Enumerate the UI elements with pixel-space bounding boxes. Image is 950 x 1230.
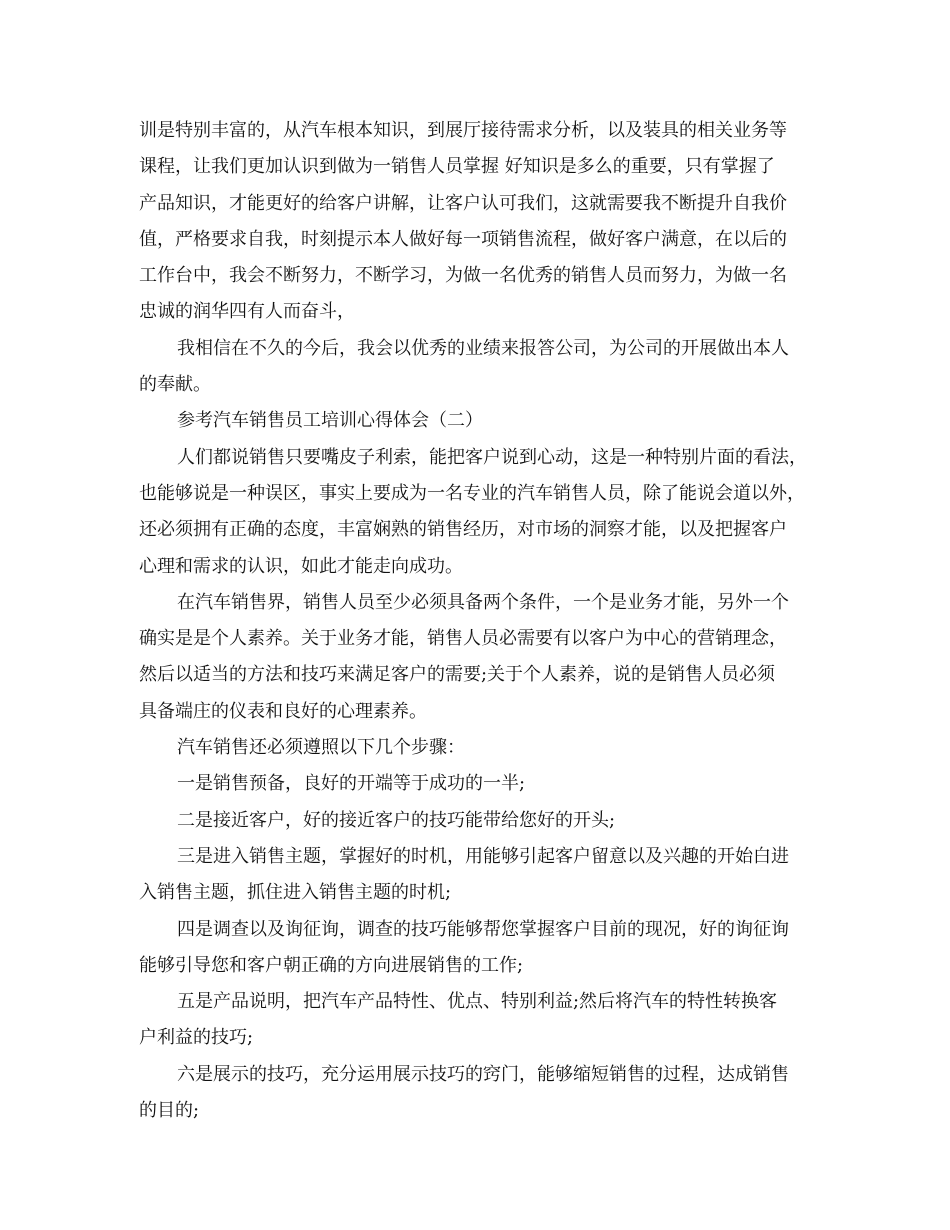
text-line: 训是特别丰富的，从汽车根本知识，到展厅接待需求分析，以及装具的相关业务等 [139, 120, 787, 141]
text-line: 在汽车销售界，销售人员至少必须具备两个条件，一个是业务才能，另外一个 [177, 591, 789, 613]
text-line: 六是展示的技巧，充分运用展示技巧的窍门，能够缩短销售的过程，达成销售 [177, 1063, 789, 1085]
text-line: 确实是是个人素养。关于业务才能，销售人员必需要有以客户为中心的营销理念， [139, 628, 787, 650]
text-line: 值，严格要求自我，时刻提示本人做好每一项销售流程，做好客户满意，在以后的 [139, 228, 787, 250]
text-line: 的目的; [139, 1100, 200, 1122]
text-line: 产品知识，才能更好的给客户讲解，让客户认可我们，这就需要我不断提升自我价 [139, 192, 787, 214]
text-line: 具备端庄的仪表和良好的心理素养。 [139, 700, 427, 722]
text-line: 人们都说销售只要嘴皮子利索，能把客户说到心动，这是一种特别片面的看法， [177, 446, 807, 468]
text-line: 入销售主题，抓住进入销售主题的时机; [139, 882, 452, 904]
document-body [139, 113, 831, 1129]
text-line: 工作台中，我会不断努力，不断学习，为做一名优秀的销售人员而努力，为做一名 [139, 265, 787, 287]
text-line: 二是接近客户，好的接近客户的技巧能带给您好的开头; [177, 809, 616, 831]
text-line: 三是进入销售主题，掌握好的时机，用能够引起客户留意以及兴趣的开始白进 [177, 845, 789, 867]
text-line: 一是销售预备，良好的开端等于成功的一半; [177, 773, 526, 795]
text-line: 课程，让我们更加认识到做为一销售人员掌握 好知识是多么的重要，只有掌握了 [139, 156, 775, 178]
text-line: 的奉献。 [139, 374, 211, 396]
text-line: 忠诚的润华四有人而奋斗， [139, 301, 355, 323]
text-line: 汽车销售还必须遵照以下几个步骤： [177, 737, 465, 759]
text-line: 还必须拥有正确的态度，丰富娴熟的销售经历，对市场的洞察才能，以及把握客户 [139, 519, 787, 541]
text-line: 能够引导您和客户朝正确的方向进展销售的工作; [139, 954, 524, 976]
text-line: 四是调查以及询征询，调查的技巧能够帮您掌握客户目前的现况，好的询征询 [177, 918, 789, 940]
text-line: 也能够说是一种误区，事实上要成为一名专业的汽车销售人员，除了能说会道以外， [139, 482, 805, 504]
text-line: 户利益的技巧; [139, 1027, 254, 1049]
text-line: 五是产品说明，把汽车产品特性、优点、特别利益;然后将汽车的特性转换客 [177, 991, 778, 1013]
text-line: 然后以适当的方法和技巧来满足客户的需要;关于个人素养，说的是销售人员必须 [139, 664, 776, 686]
text-line: 我相信在不久的今后，我会以优秀的业绩来报答公司，为公司的开展做出本人 [177, 337, 789, 359]
text-line: 参考汽车销售员工培训心得体会（二） [177, 410, 483, 432]
text-line: 心理和需求的认识，如此才能走向成功。 [139, 555, 463, 577]
